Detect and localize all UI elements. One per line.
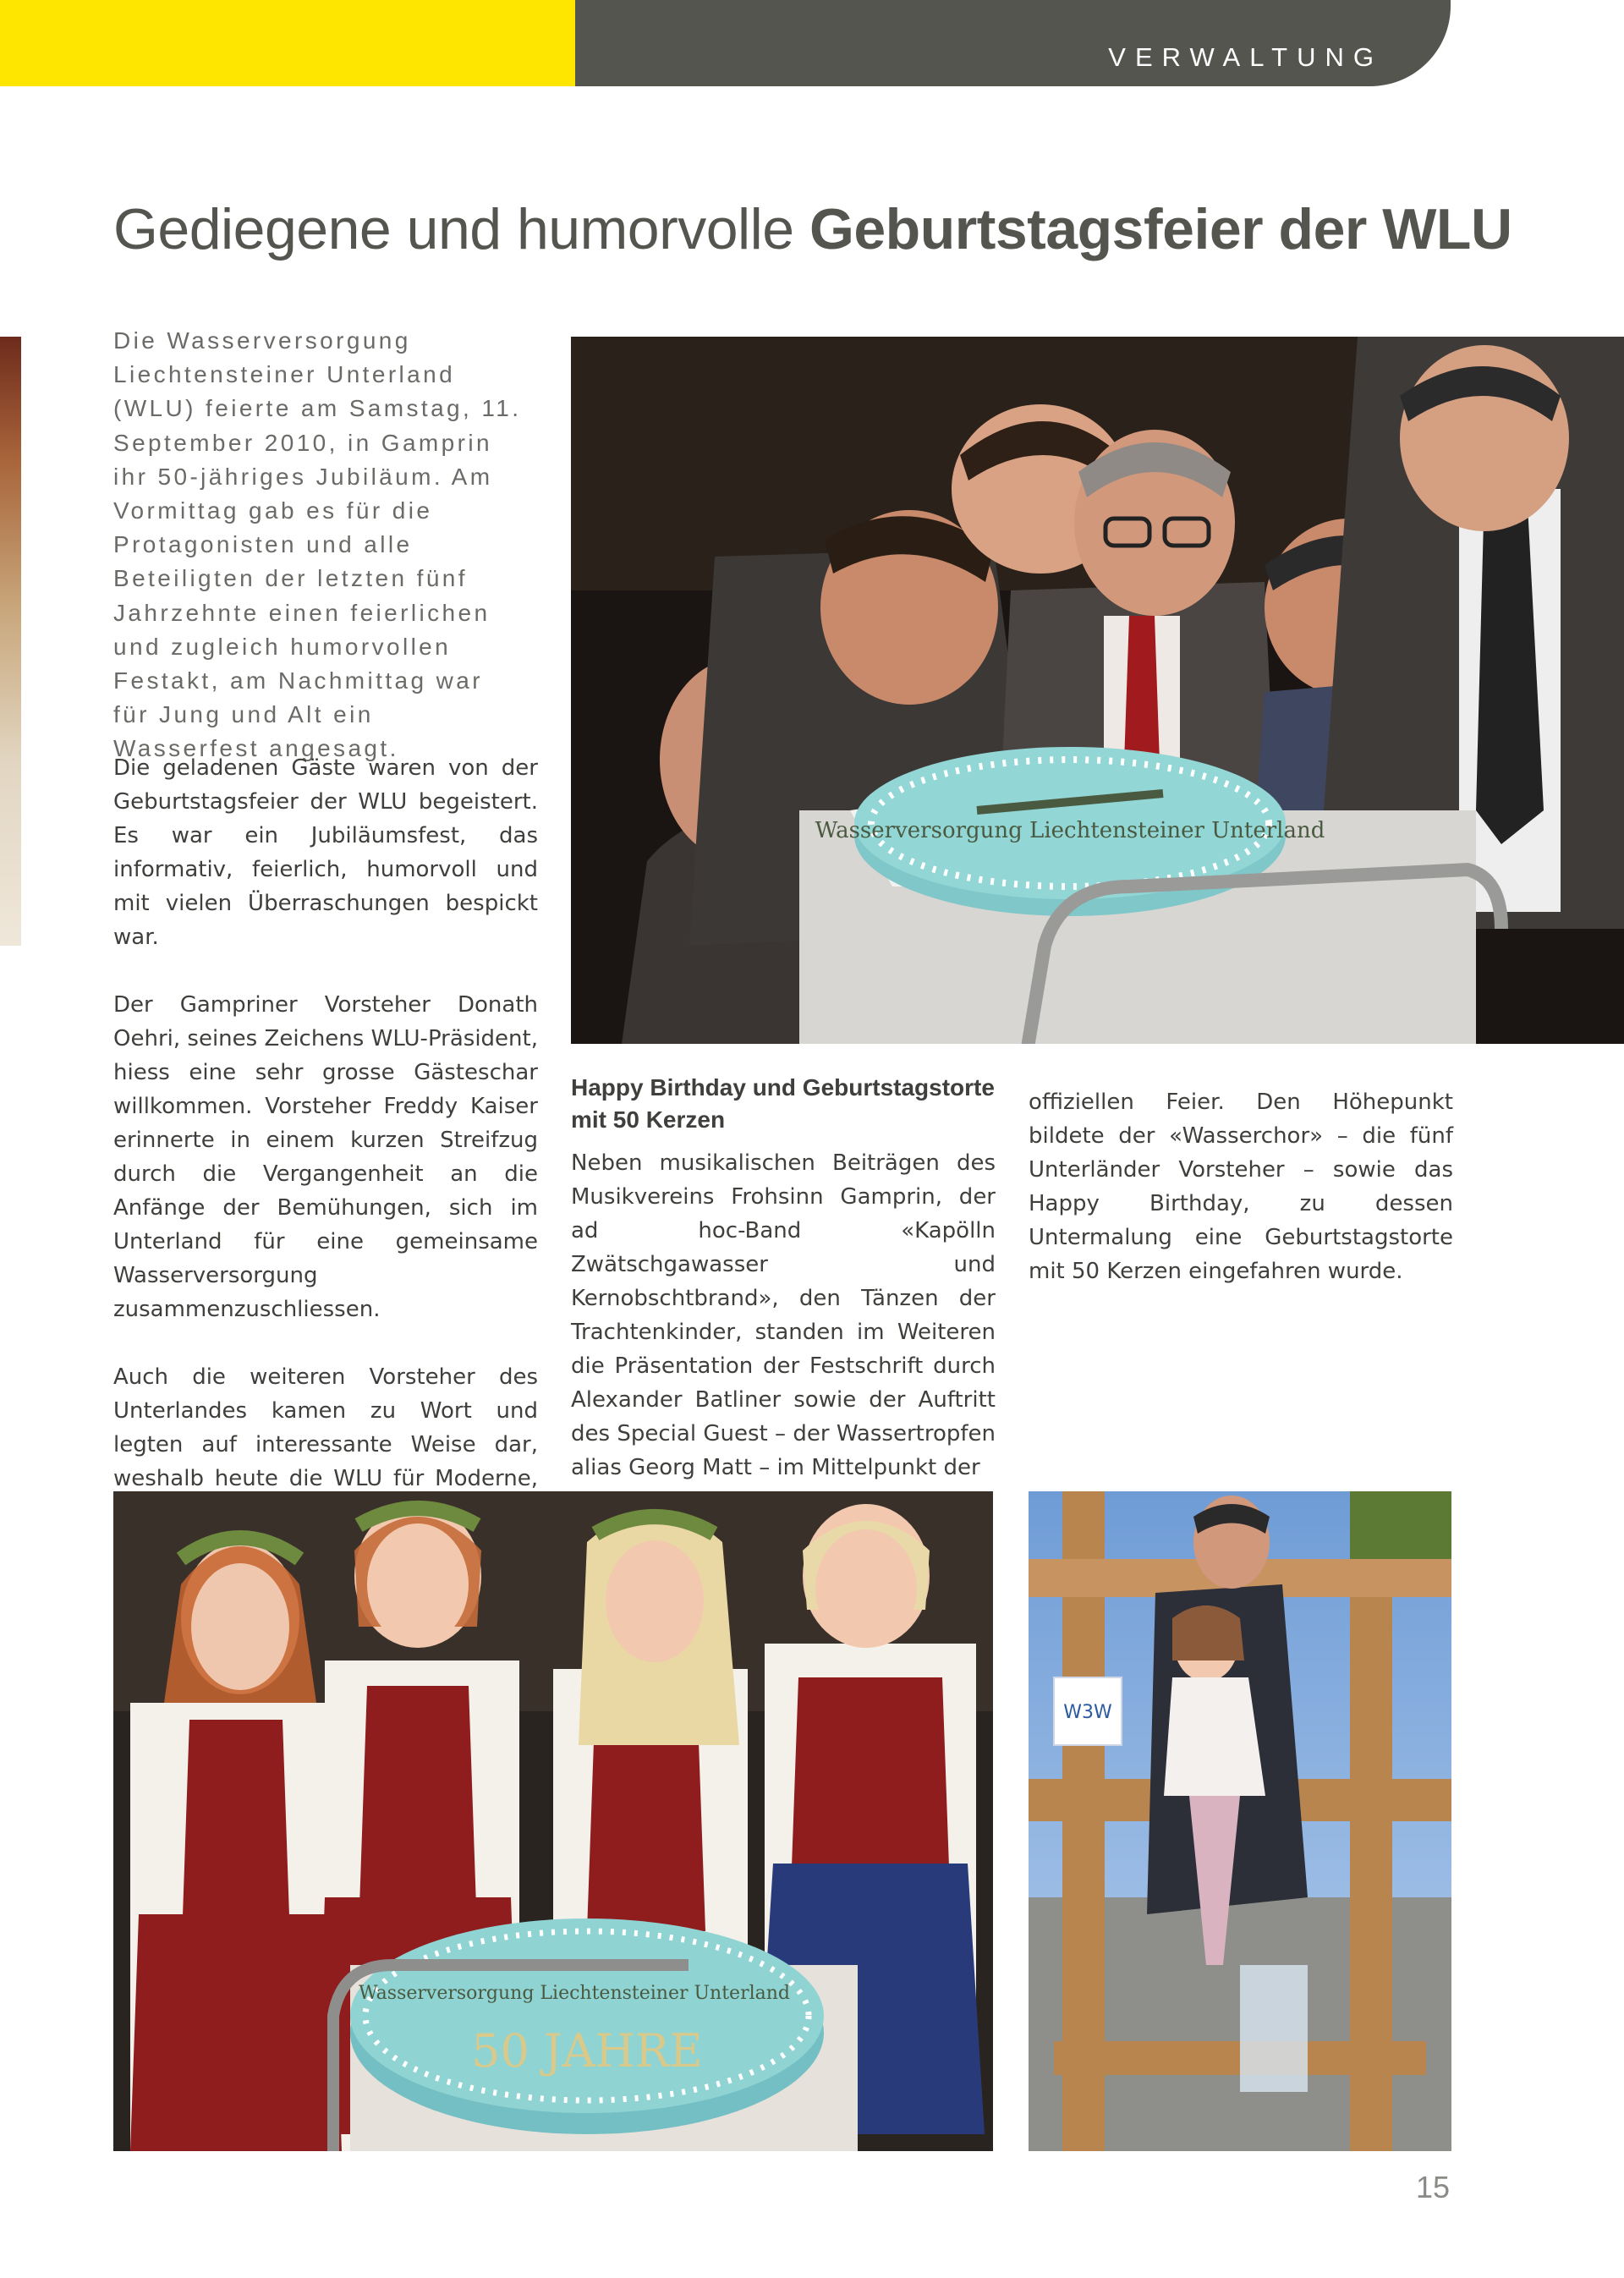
photo-men-blowing-candles — [571, 337, 1624, 1044]
paragraph-5: offiziellen Feier. Den Höhepunkt bildete der «Wasserchor» – die fünf Unterländer Vorsteher – sowie das Happy Birthday, zu dessen Untermalung eine Geburtstagstorte mit 50 Kerzen eingefahren wurde. — [1029, 1090, 1453, 1284]
bottom-cake-inscription: Wasserversorgung Liechtensteiner Unterland — [358, 1983, 791, 2004]
paragraph-1: Die geladenen Gäste waren von der Geburtstagsfeier der WLU begeistert. Es war ein Jubiläumsfest, das informativ, feierlich, humorvoll und mit vielen Überraschungen bespickt war. — [113, 755, 538, 950]
lead-paragraph: Die Wasserversorgung Liechtensteiner Unterland (WLU) feierte am Samstag, 11. September 2010, in Gamprin ihr 50-jähriges Jubiläum. Am Vormittag gab es für die Protagonisten und alle Beteiligten der letzten fünf Jahrzehnte einen feierlichen und zugleich humorvollen Festakt, am Nachmittag war für Jung und Alt ein Wasserfest angesagt. — [113, 327, 522, 762]
header-yellow-bar — [0, 0, 575, 86]
column-right — [1029, 1085, 1453, 1288]
edge-image-strip — [0, 337, 21, 946]
section-tab — [575, 0, 1451, 86]
page-number: 15 — [1415, 2170, 1450, 2204]
subheading: Happy Birthday und Geburtstagstorte mit 50 Kerzen — [571, 1074, 995, 1133]
title-bold: Geburtstagsfeier der WLU — [809, 197, 1512, 261]
paragraph-2: Der Gampriner Vorsteher Donath Oehri, seines Zeichens WLU-Präsident, hiess eine sehr grosse Gästeschar willkommen. Vorsteher Freddy Kaiser erinnerte in einem kurzen Streifzug durch die Vergangenheit an die Anfänge der Bemühungen, sich im Unterland für eine gemeinsame Wasserversorgung zusammenzuschliessen. — [113, 992, 538, 1322]
section-label: VERWALTUNG — [1108, 42, 1383, 72]
title-regular: Gediegene und humorvolle — [113, 197, 809, 261]
paragraph-3: Auch die weiteren Vorsteher des Unterlandes kamen zu Wort und legten auf interessante Weise dar, weshalb heute die WLU für Moderne, — [113, 1364, 538, 1491]
column-left — [113, 751, 538, 1563]
sign-logo-text: W3W — [1063, 1702, 1112, 1723]
photo-girls-with-cake — [113, 1491, 993, 2151]
paragraph-4: Neben musikalischen Beiträgen des Musikvereins Frohsinn Gamprin, der ad hoc-Band «Kapölln Zwätschgawasser und Kernobschtbrand», den Tänzen der Trachtenkinder, standen im Weiteren die Präsentation der Festschrift durch Alexander Batliner sowie der Auftritt des Special Guest – der Wassertropfen alias Georg Matt – im Mittelpunkt der — [571, 1150, 996, 1480]
top-cake-inscription: Wasserversorgung Liechtensteiner Unterland — [815, 818, 1325, 843]
page-title — [113, 196, 1512, 262]
column-middle — [571, 1072, 996, 1485]
photo-wooden-water-station — [1029, 1491, 1451, 2151]
bottom-cake-number: 50 JAHRE — [471, 2024, 703, 2078]
